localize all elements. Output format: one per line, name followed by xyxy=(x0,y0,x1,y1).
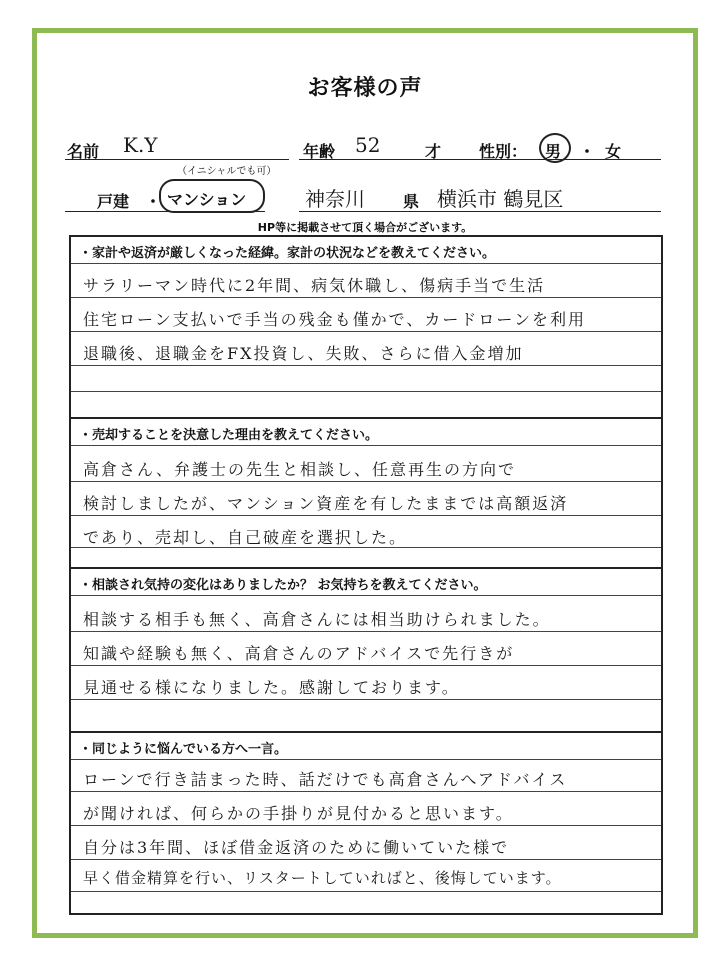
section-4-question: ・同じように悩んでいる方へ一言。 xyxy=(79,742,288,757)
age-unit: 才 xyxy=(425,142,442,161)
housing-house: 戸建 xyxy=(97,192,130,211)
name-value: K.Y xyxy=(123,133,158,157)
gender-separator: ・ xyxy=(579,142,596,161)
rule xyxy=(71,445,661,446)
section-4 xyxy=(71,733,661,913)
rule xyxy=(71,759,661,760)
age-value: 52 xyxy=(355,133,381,157)
section-1 xyxy=(71,237,661,415)
rule xyxy=(71,825,661,826)
section-4-answer-2: が聞ければ、何らかの手掛りが見付かると思います。 xyxy=(83,804,514,823)
section-2-answer-3: であり、売却し、自己破産を選択した。 xyxy=(83,528,408,547)
section-3-answer-2: 知識や経験も無く、高倉さんのアドバイスで先行きが xyxy=(83,644,515,663)
housing-underline xyxy=(65,211,265,212)
publish-notice: HP等に掲載させて頂く場合がございます。 xyxy=(257,221,473,234)
name-underline xyxy=(65,159,289,160)
housing-mansion: マンション xyxy=(167,190,247,209)
city-value: 横浜市 鶴見区 xyxy=(437,187,564,211)
name-label: 名前 xyxy=(67,142,100,161)
section-3-answer-1: 相談する相手も無く、高倉さんには相当助けられました。 xyxy=(83,610,551,629)
section-2 xyxy=(71,419,661,557)
rule xyxy=(71,297,661,298)
section-1-answer-3: 退職後、退職金をFX投資し、失敗、さらに借入金増加 xyxy=(83,344,524,363)
section-2-answer-1: 高倉さん、弁護士の先生と相談し、任意再生の方向で xyxy=(83,460,516,479)
section-4-answer-3: 自分は3年間、ほぼ借金返済のために働いていた様で xyxy=(83,838,510,857)
section-2-question: ・売却することを決意した理由を教えてください。 xyxy=(79,428,379,443)
rule xyxy=(71,515,661,516)
rule xyxy=(71,891,661,892)
rule xyxy=(71,263,661,264)
location-underline xyxy=(299,211,661,212)
section-1-answer-1: サラリーマン時代に2年間、病気休職し、傷病手当で生活 xyxy=(83,276,546,295)
gender-label: 性別： xyxy=(479,142,528,161)
gender-female: 女 xyxy=(605,142,622,161)
housing-separator: ・ xyxy=(145,192,162,211)
gender-male: 男 xyxy=(545,142,562,161)
section-4-answer-4: 早く借金精算を行い、リスタートしていればと、後悔しています。 xyxy=(83,869,562,887)
section-3-question: ・相談され気持の変化はありましたか？ お気持ちを教えてください。 xyxy=(79,578,487,593)
section-1-answer-2: 住宅ローン支払いで手当の残金も僅かで、カードローンを利用 xyxy=(83,310,587,329)
answer-box xyxy=(69,235,663,915)
section-2-answer-2: 検討しましたが、マンション資産を有したままでは高額返済 xyxy=(83,494,569,513)
rule xyxy=(71,699,661,700)
section-4-answer-1: ローンで行き詰まった時、話だけでも高倉さんへアドバイス xyxy=(83,770,568,789)
rule xyxy=(71,547,661,548)
prefecture-value: 神奈川 xyxy=(305,187,365,211)
rule xyxy=(71,859,661,860)
age-label: 年齢 xyxy=(303,142,336,161)
page-frame xyxy=(32,28,698,938)
rule xyxy=(71,391,661,392)
name-note: （イニシャルでも可） xyxy=(177,166,277,177)
section-3-answer-3: 見通せる様になりました。感謝しております。 xyxy=(83,678,460,697)
rule xyxy=(71,631,661,632)
section-1-question: ・家計や返済が厳しくなった経緯。家計の状況などを教えてください。 xyxy=(79,246,496,261)
rule xyxy=(71,481,661,482)
rule xyxy=(71,595,661,596)
rule xyxy=(71,791,661,792)
rule xyxy=(71,365,661,366)
rule xyxy=(71,331,661,332)
page-title: お客様の声 xyxy=(307,76,423,101)
rule xyxy=(71,665,661,666)
age-gender-underline xyxy=(299,159,661,160)
section-3 xyxy=(71,569,661,719)
prefecture-label: 県 xyxy=(403,192,420,211)
